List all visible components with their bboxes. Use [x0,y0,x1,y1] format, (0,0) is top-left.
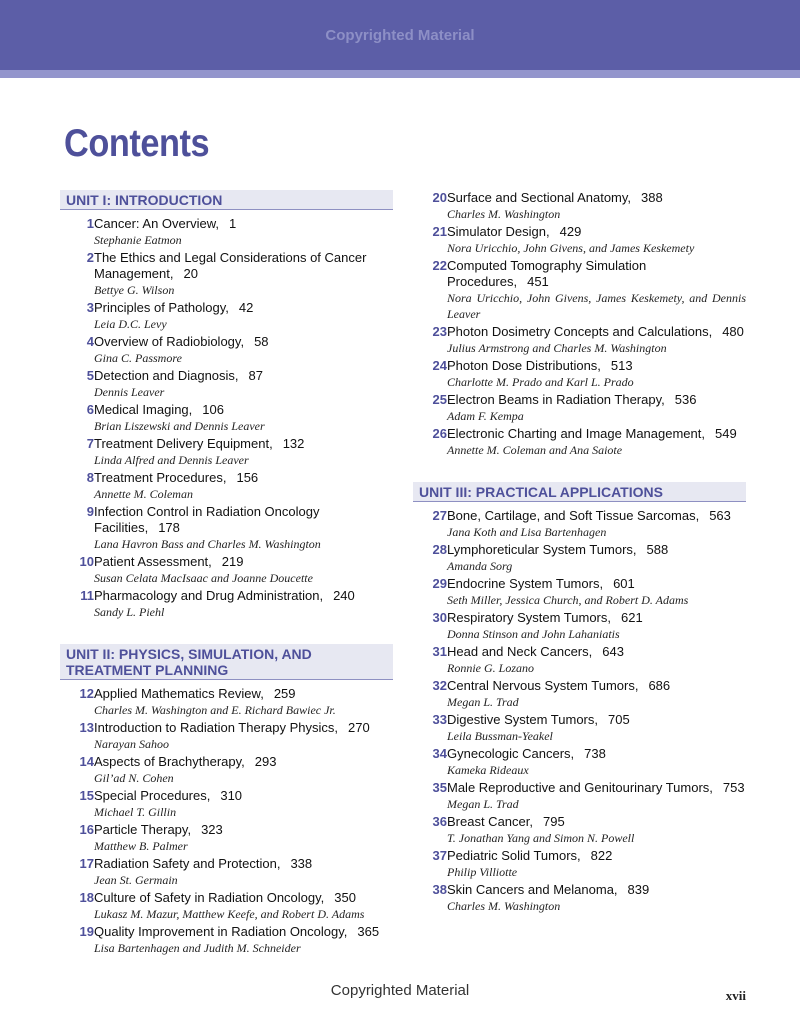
unit-spacer [60,622,393,644]
chapter-number [413,576,447,608]
chapter-body [94,334,393,366]
chapter-title: Electronic Charting and Image Management, 549 [447,426,737,441]
toc-column-left [60,190,393,958]
chapter-number-text: 14 [79,754,94,769]
chapter-page: 310 [220,788,243,803]
chapter-page: 365 [357,924,380,939]
chapter-page: 822 [590,848,613,863]
chapter-title: Quality Improvement in Radiation Oncology, 365 [94,924,380,939]
toc-entry [413,508,746,540]
chapter-authors: T. Jonathan Yang and Simon N. Powell [447,831,635,845]
toc-entry [60,334,393,366]
chapter-page: 601 [613,576,635,591]
toc-entry [60,754,393,786]
chapter-page: 270 [348,720,370,735]
chapter-page: 588 [646,542,669,557]
chapter-authors: Amanda Sorg [447,559,513,573]
chapter-number [413,610,447,642]
chapter-page: 738 [584,746,606,761]
watermark-bottom: Copyrighted Material [330,982,470,999]
chapter-authors: Lukasz M. Mazur, Matthew Keefe, and Robert D. Adams [94,907,365,921]
chapter-authors: Philip Villiotte [447,865,518,879]
chapter-number [60,470,94,502]
chapter-page: 293 [254,754,277,769]
chapter-page: 795 [543,814,565,829]
chapter-number-text: 16 [79,822,94,837]
chapter-number-text: 11 [80,588,94,603]
chapter-title: Photon Dosimetry Concepts and Calculations, 480 [447,324,744,339]
chapter-page: 429 [559,224,582,239]
chapter-title: Central Nervous System Tumors, 686 [447,678,671,693]
toc-entry [413,610,746,642]
chapter-authors: Leia D.C. Levy [94,317,167,331]
toc-entry [413,678,746,710]
chapter-body [94,822,393,854]
chapter-number-text: 37 [432,848,447,863]
chapter-number-text: 27 [432,508,447,523]
chapter-number [60,822,94,854]
chapter-number-text: 3 [86,300,94,315]
toc-entry [413,542,746,574]
chapter-number-text: 7 [86,436,94,451]
chapter-page: 42 [238,300,254,315]
chapter-title: The Ethics and Legal Considerations of Cancer Management, 20 [94,250,367,281]
chapter-number-text: 5 [86,368,94,383]
chapter-authors: Megan L. Trad [447,695,519,709]
chapter-number-text: 32 [432,678,447,693]
chapter-body [94,924,393,956]
toc-entry [60,250,393,298]
chapter-number [60,216,94,248]
chapter-page: 753 [722,780,745,795]
chapter-number [413,814,447,846]
toc-entry [413,224,746,256]
chapter-body [94,470,393,502]
chapter-title: Lymphoreticular System Tumors, 588 [447,542,669,557]
chapter-body [94,504,393,552]
chapter-page: 323 [201,822,223,837]
toc-entry [413,358,746,390]
chapter-authors: Gil’ad N. Cohen [94,771,174,785]
chapter-authors: Matthew B. Palmer [94,839,188,853]
chapter-number [413,324,447,356]
chapter-body [447,644,746,676]
chapter-page: 549 [714,426,737,441]
chapter-title: Surface and Sectional Anatomy, 388 [447,190,663,205]
chapter-number [413,746,447,778]
chapter-number-text: 30 [432,610,447,625]
chapter-body [447,678,746,710]
chapter-number-text: 29 [432,576,447,591]
chapter-authors: Sandy L. Piehl [94,605,165,619]
chapter-number-text: 18 [79,890,94,905]
chapter-body [94,588,393,620]
toc-entry [413,882,746,914]
chapter-title: Respiratory System Tumors, 621 [447,610,643,625]
chapter-title: Principles of Pathology, 42 [94,300,254,315]
chapter-body [447,258,746,322]
chapter-page: 480 [722,324,744,339]
chapter-body [447,392,746,424]
chapter-title: Treatment Procedures, 156 [94,470,259,485]
chapter-body [94,554,393,586]
toc-entry [60,856,393,888]
chapter-authors: Nora Uricchio, John Givens, James Keskemety, and Dennis Leaver [447,291,746,321]
chapter-body [447,508,746,540]
chapter-page: 178 [158,520,180,535]
toc-entry [60,402,393,434]
chapter-number [413,848,447,880]
chapter-authors: Lana Havron Bass and Charles M. Washington [94,537,321,551]
chapter-body [94,436,393,468]
chapter-number-text: 34 [432,746,447,761]
toc-entry [60,720,393,752]
chapter-authors: Donna Stinson and John Lahaniatis [447,627,620,641]
chapter-authors: Jana Koth and Lisa Bartenhagen [447,525,607,539]
chapter-number [60,300,94,332]
chapter-number [413,644,447,676]
chapter-number [413,392,447,424]
chapter-authors: Adam F. Kempa [447,409,524,423]
chapter-number [413,780,447,812]
toc-entry [413,258,746,322]
chapter-body [94,788,393,820]
chapter-title: Patient Assessment, 219 [94,554,244,569]
chapter-number [413,258,447,322]
chapter-number-text: 21 [432,224,447,239]
chapter-number-text: 17 [79,856,94,871]
chapter-number [60,588,94,620]
chapter-body [447,780,746,812]
toc-entry [60,300,393,332]
chapter-authors: Charles M. Washington [447,899,561,913]
toc-entry [60,554,393,586]
chapter-authors: Michael T. Gillin [94,805,177,819]
chapter-title: Applied Mathematics Review, 259 [94,686,296,701]
toc-entry [60,890,393,922]
chapter-title: Electron Beams in Radiation Therapy, 536 [447,392,697,407]
chapter-number-text: 2 [86,250,94,265]
chapter-body [447,224,746,256]
toc-entry [60,504,393,552]
chapter-number-text: 15 [79,788,94,803]
chapter-number [60,250,94,298]
chapter-number-text: 33 [432,712,447,727]
chapter-number-text: 4 [86,334,94,349]
chapter-authors: Susan Celata MacIsaac and Joanne Doucette [94,571,313,585]
chapter-body [94,216,393,248]
chapter-number-text: 31 [432,644,447,659]
chapter-number [413,224,447,256]
chapter-number [60,686,94,718]
chapter-body [447,324,746,356]
chapter-number [413,542,447,574]
chapter-authors: Seth Miller, Jessica Church, and Robert D. Adams [447,593,689,607]
page-number: xvii [725,988,746,1003]
chapter-page: 20 [183,266,198,281]
chapter-authors: Leila Bussman-Yeakel [447,729,553,743]
chapter-page: 132 [282,436,305,451]
chapter-number-text: 36 [432,814,447,829]
chapter-body [447,426,746,458]
chapter-authors: Dennis Leaver [94,385,165,399]
chapter-number-text: 1 [86,216,94,231]
toc-entry [60,368,393,400]
chapter-title: Photon Dose Distributions, 513 [447,358,633,373]
chapter-body [447,814,746,846]
chapter-page: 156 [236,470,259,485]
chapter-title: Head and Neck Cancers, 643 [447,644,624,659]
toc-entry [60,436,393,468]
chapter-page: 513 [610,358,633,373]
toc-entry [60,822,393,854]
chapter-page: 338 [290,856,313,871]
toc-entry [60,470,393,502]
chapter-title: Introduction to Radiation Therapy Physics, 270 [94,720,370,735]
chapter-authors: Kameka Rideaux [447,763,529,777]
unit-spacer [413,460,746,482]
chapter-title: Simulator Design, 429 [447,224,582,239]
chapter-number [413,678,447,710]
toc-entry [60,588,393,620]
toc-entry [413,746,746,778]
toc-entry [60,788,393,820]
unit-heading: UNIT III: PRACTICAL APPLICATIONS [413,482,746,502]
chapter-body [94,300,393,332]
chapter-body [447,610,746,642]
chapter-number [60,554,94,586]
chapter-page: 58 [254,334,269,349]
chapter-body [447,576,746,608]
toc-entry [413,190,746,222]
chapter-body [94,720,393,752]
chapter-number-text: 25 [432,392,447,407]
chapter-page: 686 [648,678,671,693]
chapter-authors: Stephanie Eatmon [94,233,182,247]
chapter-number-text: 10 [79,554,94,569]
chapter-page: 219 [221,554,244,569]
chapter-title: Medical Imaging, 106 [94,402,224,417]
chapter-body [94,368,393,400]
chapter-body [447,542,746,574]
chapter-number-text: 6 [86,402,94,417]
chapter-body [447,712,746,744]
chapter-body [94,890,393,922]
chapter-title: Particle Therapy, 323 [94,822,223,837]
chapter-authors: Brian Liszewski and Dennis Leaver [94,419,265,433]
chapter-title: Bone, Cartilage, and Soft Tissue Sarcomas, 563 [447,508,731,523]
chapter-authors: Narayan Sahoo [94,737,169,751]
chapter-title: Pharmacology and Drug Administration, 240 [94,588,355,603]
toc-entry [413,644,746,676]
chapter-body [447,746,746,778]
chapter-authors: Annette M. Coleman and Ana Saiote [447,443,623,457]
chapter-number-text: 22 [432,258,447,273]
chapter-authors: Jean St. Germain [94,873,178,887]
chapter-page: 87 [248,368,263,383]
chapter-title: Culture of Safety in Radiation Oncology, 350 [94,890,356,905]
chapter-page: 563 [709,508,731,523]
toc-entry [413,324,746,356]
chapter-authors: Charles M. Washington [447,207,561,221]
chapter-number-text: 23 [432,324,447,339]
chapter-number-text: 20 [432,190,447,205]
chapter-body [94,250,393,298]
chapter-number [413,426,447,458]
chapter-page: 1 [229,216,237,231]
chapter-page: 643 [602,644,624,659]
chapter-title: Aspects of Brachytherapy, 293 [94,754,277,769]
chapter-authors: Nora Uricchio, John Givens, and James Keskemety [447,241,695,255]
toc-entry [413,576,746,608]
chapter-page: 705 [608,712,630,727]
unit-heading: UNIT I: INTRODUCTION [60,190,393,210]
chapter-title: Infection Control in Radiation Oncology Facilities, 178 [94,504,320,535]
toc-entry [60,924,393,956]
chapter-authors: Charlotte M. Prado and Karl L. Prado [447,375,634,389]
chapter-title: Male Reproductive and Genitourinary Tumors, 753 [447,780,745,795]
chapter-body [94,754,393,786]
toc-entry [413,780,746,812]
chapter-title: Breast Cancer, 795 [447,814,565,829]
chapter-page: 536 [674,392,697,407]
chapter-number-text: 13 [79,720,94,735]
chapter-number-text: 24 [432,358,447,373]
chapter-title: Special Procedures, 310 [94,788,243,803]
watermark-top: Copyrighted Material [325,27,475,44]
chapter-number [60,788,94,820]
chapter-body [447,882,746,914]
chapter-title: Cancer: An Overview, 1 [94,216,237,231]
chapter-number-text: 35 [432,780,447,795]
chapter-authors: Julius Armstrong and Charles M. Washington [447,341,667,355]
chapter-page: 621 [621,610,643,625]
toc-entry [413,814,746,846]
chapter-body [447,848,746,880]
chapter-authors: Linda Alfred and Dennis Leaver [94,453,249,467]
toc-entry [60,216,393,248]
toc-column-right [413,190,746,916]
toc-entry [413,848,746,880]
chapter-title: Skin Cancers and Melanoma, 839 [447,882,650,897]
chapter-authors: Megan L. Trad [447,797,519,811]
chapter-page: 106 [202,402,224,417]
chapter-page: 451 [527,274,549,289]
chapter-title: Pediatric Solid Tumors, 822 [447,848,613,863]
chapter-number-text: 12 [79,686,94,701]
chapter-title: Detection and Diagnosis, 87 [94,368,263,383]
chapter-body [94,686,393,718]
chapter-number [413,190,447,222]
chapter-number [60,436,94,468]
chapter-page: 259 [273,686,296,701]
chapter-title: Computed Tomography Simulation Procedures, 451 [447,258,647,289]
chapter-number-text: 8 [86,470,94,485]
chapter-number-text: 19 [79,924,94,939]
chapter-title: Endocrine System Tumors, 601 [447,576,635,591]
header-stripe [0,70,800,78]
chapter-page: 839 [627,882,650,897]
chapter-page: 240 [333,588,355,603]
chapter-title: Overview of Radiobiology, 58 [94,334,269,349]
chapter-number [60,368,94,400]
chapter-number [413,508,447,540]
chapter-number [60,402,94,434]
chapter-number [60,720,94,752]
chapter-number [60,334,94,366]
chapter-title: Gynecologic Cancers, 738 [447,746,606,761]
chapter-title: Radiation Safety and Protection, 338 [94,856,313,871]
toc-entry [413,392,746,424]
chapter-number [413,882,447,914]
page-title: Contents [64,122,210,165]
chapter-number-text: 28 [432,542,447,557]
chapter-number [413,358,447,390]
chapter-body [447,358,746,390]
chapter-authors: Charles M. Washington and E. Richard Bawiec Jr. [94,703,336,717]
unit-heading: UNIT II: PHYSICS, SIMULATION, AND TREATMENT PLANNING [60,644,393,680]
chapter-number [60,890,94,922]
chapter-number [60,856,94,888]
chapter-authors: Annette M. Coleman [94,487,193,501]
chapter-body [94,856,393,888]
chapter-body [94,402,393,434]
toc-entry [413,426,746,458]
toc-entry [60,686,393,718]
chapter-title: Digestive System Tumors, 705 [447,712,630,727]
chapter-authors: Ronnie G. Lozano [447,661,534,675]
chapter-body [447,190,746,222]
chapter-title: Treatment Delivery Equipment, 132 [94,436,305,451]
chapter-number-text: 38 [432,882,447,897]
chapter-number [60,924,94,956]
chapter-authors: Bettye G. Wilson [94,283,175,297]
chapter-authors: Lisa Bartenhagen and Judith M. Schneider [94,941,301,955]
chapter-number [60,504,94,552]
toc-entry [413,712,746,744]
chapter-page: 350 [334,890,356,905]
chapter-number [60,754,94,786]
chapter-authors: Gina C. Passmore [94,351,182,365]
chapter-number [413,712,447,744]
chapter-number-text: 26 [432,426,447,441]
chapter-page: 388 [641,190,663,205]
chapter-number-text: 9 [86,504,94,519]
